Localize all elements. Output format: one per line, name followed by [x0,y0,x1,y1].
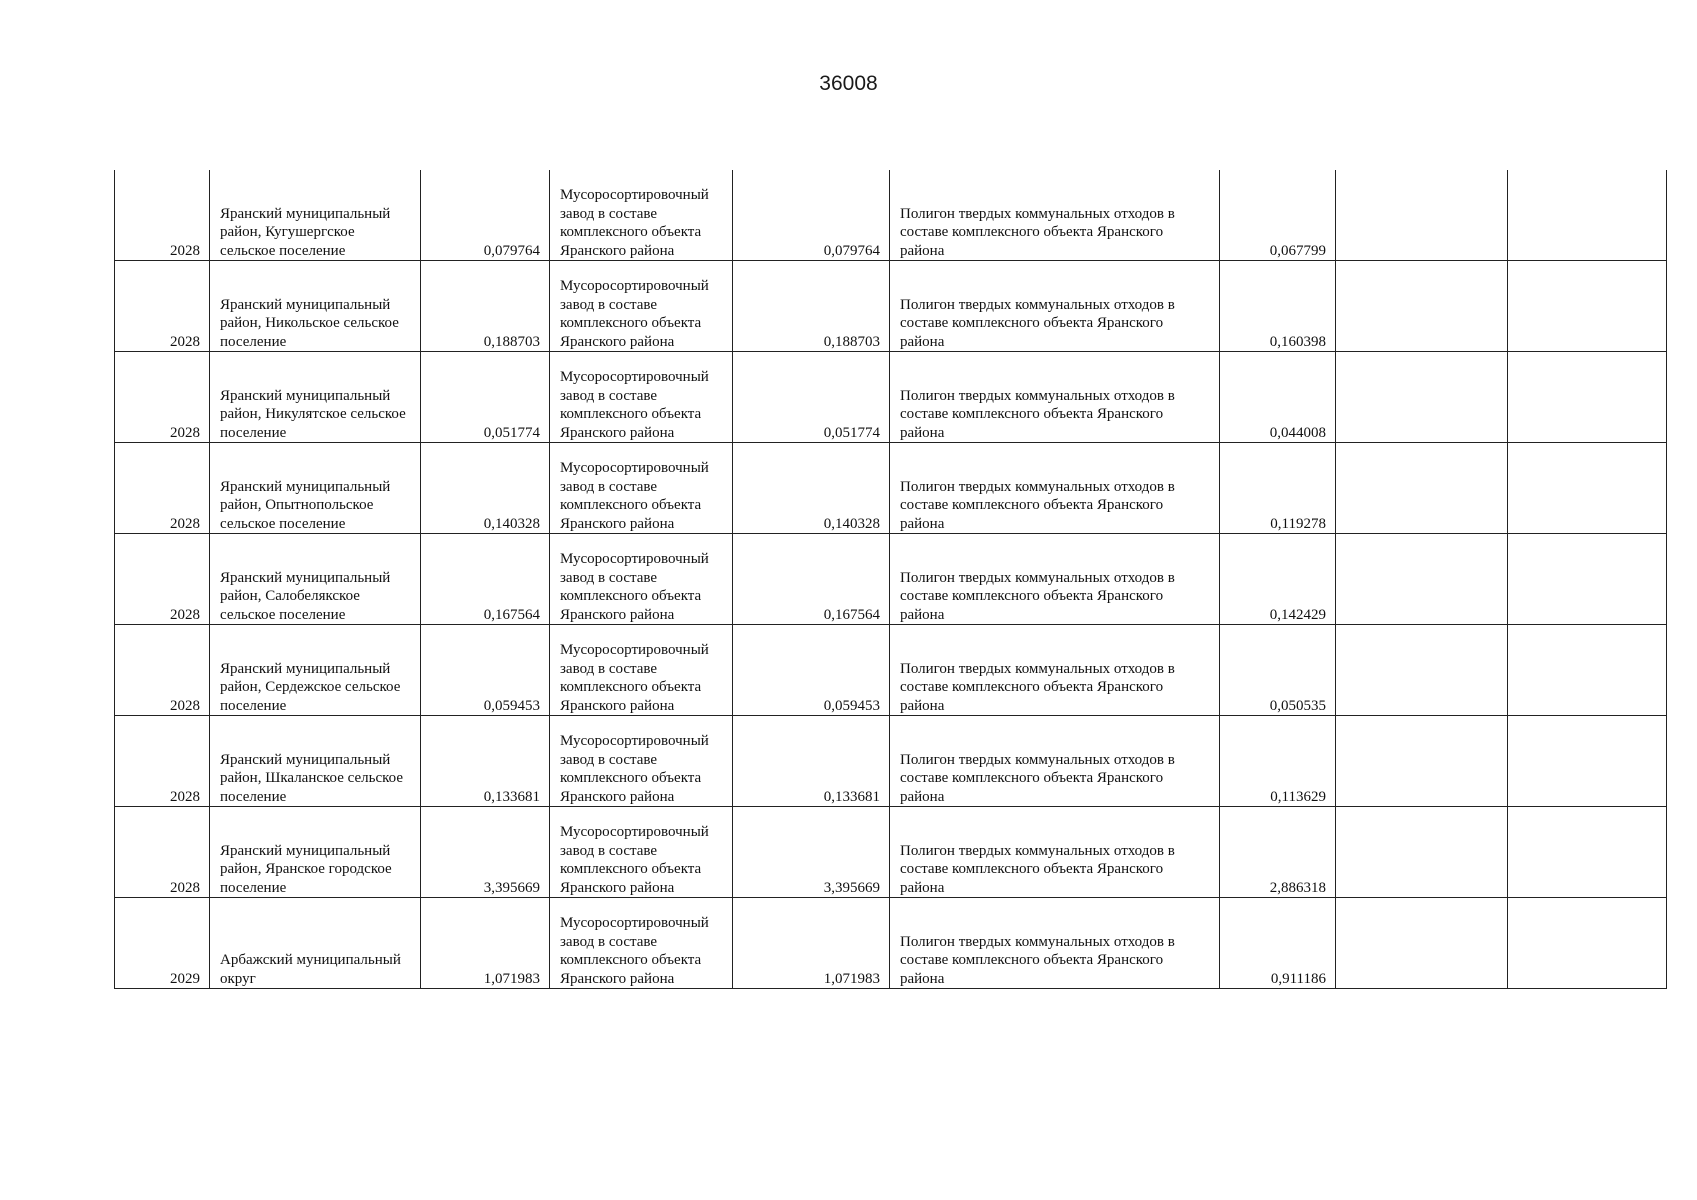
year-cell: 2028 [115,352,210,443]
empty-cell [1508,170,1667,261]
amount-received-cell: 0,140328 [733,443,890,534]
table-row [115,807,1667,898]
table-row [115,352,1667,443]
amount-generated-cell: 3,395669 [421,807,550,898]
disposal-site-cell: Полигон твердых коммунальных отходов в составе комплексного объекта Яранского района [890,625,1220,716]
disposal-site-cell: Полигон твердых коммунальных отходов в составе комплексного объекта Яранского района [890,898,1220,989]
empty-cell [1508,807,1667,898]
amount-generated-cell: 0,188703 [421,261,550,352]
amount-disposed-cell: 0,067799 [1220,170,1336,261]
source-cell: Яранский муниципальный район, Никулятское сельское поселение [210,352,421,443]
empty-cell [1336,352,1508,443]
disposal-site-cell: Полигон твердых коммунальных отходов в составе комплексного объекта Яранского района [890,716,1220,807]
year-cell: 2028 [115,261,210,352]
year-cell: 2029 [115,898,210,989]
amount-disposed-cell: 2,886318 [1220,807,1336,898]
facility-cell: Мусоросортировочный завод в составе комплексного объекта Яранского района [550,898,733,989]
year-cell: 2028 [115,625,210,716]
table-body [115,170,1667,989]
disposal-site-cell: Полигон твердых коммунальных отходов в составе комплексного объекта Яранского района [890,534,1220,625]
disposal-site-cell: Полигон твердых коммунальных отходов в составе комплексного объекта Яранского района [890,261,1220,352]
source-cell: Яранский муниципальный район, Кугушергское сельское поселение [210,170,421,261]
table-row [115,716,1667,807]
source-cell: Яранский муниципальный район, Опытнопольское сельское поселение [210,443,421,534]
facility-cell: Мусоросортировочный завод в составе комплексного объекта Яранского района [550,443,733,534]
amount-disposed-cell: 0,050535 [1220,625,1336,716]
amount-received-cell: 3,395669 [733,807,890,898]
disposal-site-cell: Полигон твердых коммунальных отходов в составе комплексного объекта Яранского района [890,443,1220,534]
empty-cell [1336,625,1508,716]
year-cell: 2028 [115,716,210,807]
empty-cell [1508,625,1667,716]
empty-cell [1336,534,1508,625]
amount-disposed-cell: 0,911186 [1220,898,1336,989]
amount-generated-cell: 0,079764 [421,170,550,261]
amount-generated-cell: 1,071983 [421,898,550,989]
empty-cell [1508,261,1667,352]
empty-cell [1336,807,1508,898]
facility-cell: Мусоросортировочный завод в составе комплексного объекта Яранского района [550,534,733,625]
amount-disposed-cell: 0,119278 [1220,443,1336,534]
facility-cell: Мусоросортировочный завод в составе комплексного объекта Яранского района [550,807,733,898]
facility-cell: Мусоросортировочный завод в составе комплексного объекта Яранского района [550,625,733,716]
table-row [115,625,1667,716]
empty-cell [1336,898,1508,989]
source-cell: Яранский муниципальный район, Сердежское сельское поселение [210,625,421,716]
disposal-site-cell: Полигон твердых коммунальных отходов в составе комплексного объекта Яранского района [890,352,1220,443]
empty-cell [1336,170,1508,261]
source-cell: Яранский муниципальный район, Шкаланское сельское поселение [210,716,421,807]
amount-received-cell: 0,079764 [733,170,890,261]
amount-generated-cell: 0,059453 [421,625,550,716]
source-cell: Арбажский муниципальный округ [210,898,421,989]
year-cell: 2028 [115,443,210,534]
waste-flow-table [114,170,1667,989]
amount-disposed-cell: 0,142429 [1220,534,1336,625]
disposal-site-cell: Полигон твердых коммунальных отходов в составе комплексного объекта Яранского района [890,807,1220,898]
empty-cell [1508,898,1667,989]
amount-received-cell: 0,059453 [733,625,890,716]
table-row [115,261,1667,352]
facility-cell: Мусоросортировочный завод в составе комплексного объекта Яранского района [550,352,733,443]
empty-cell [1508,534,1667,625]
disposal-site-cell: Полигон твердых коммунальных отходов в составе комплексного объекта Яранского района [890,170,1220,261]
table-row [115,170,1667,261]
year-cell: 2028 [115,807,210,898]
amount-disposed-cell: 0,044008 [1220,352,1336,443]
table-row [115,443,1667,534]
source-cell: Яранский муниципальный район, Никольское сельское поселение [210,261,421,352]
facility-cell: Мусоросортировочный завод в составе комплексного объекта Яранского района [550,261,733,352]
amount-generated-cell: 0,051774 [421,352,550,443]
empty-cell [1508,443,1667,534]
amount-received-cell: 0,188703 [733,261,890,352]
amount-disposed-cell: 0,160398 [1220,261,1336,352]
amount-received-cell: 1,071983 [733,898,890,989]
year-cell: 2028 [115,534,210,625]
empty-cell [1508,716,1667,807]
facility-cell: Мусоросортировочный завод в составе комплексного объекта Яранского района [550,716,733,807]
table-row [115,898,1667,989]
amount-generated-cell: 0,133681 [421,716,550,807]
empty-cell [1336,716,1508,807]
source-cell: Яранский муниципальный район, Яранское городское поселение [210,807,421,898]
amount-generated-cell: 0,167564 [421,534,550,625]
amount-received-cell: 0,167564 [733,534,890,625]
table-row [115,534,1667,625]
amount-received-cell: 0,051774 [733,352,890,443]
source-cell: Яранский муниципальный район, Салобелякское сельское поселение [210,534,421,625]
amount-generated-cell: 0,140328 [421,443,550,534]
amount-disposed-cell: 0,113629 [1220,716,1336,807]
facility-cell: Мусоросортировочный завод в составе комплексного объекта Яранского района [550,170,733,261]
year-cell: 2028 [115,170,210,261]
empty-cell [1508,352,1667,443]
empty-cell [1336,443,1508,534]
empty-cell [1336,261,1508,352]
amount-received-cell: 0,133681 [733,716,890,807]
page-number: 36008 [819,72,878,95]
